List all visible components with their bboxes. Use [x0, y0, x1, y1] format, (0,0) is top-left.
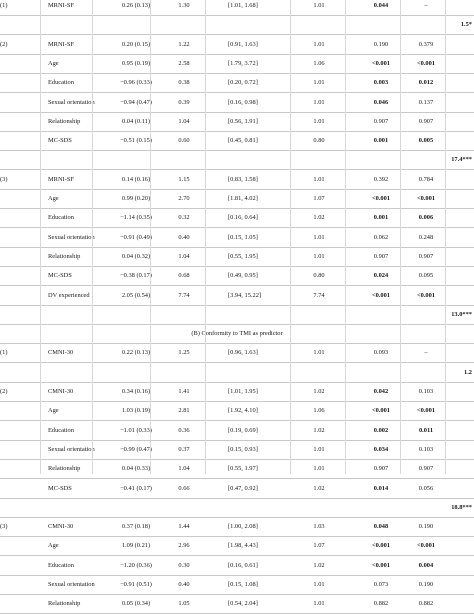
section-heading: (B) Conformity to TMI as predictor [0, 324, 474, 344]
odds-ratio-cell: 1.22 [178, 40, 190, 48]
table-row [0, 594, 474, 614]
odds-ratio-cell: 0.30 [178, 561, 190, 569]
model-cell [0, 421, 36, 440]
model-fit-statistic: 1.5* [460, 21, 472, 29]
p-value-cell: 0.001 [373, 214, 389, 222]
variable-cell: Education [48, 426, 74, 434]
confidence-interval-cell: [1.00, 2.08] [228, 523, 258, 531]
vif-cell: 1.06 [313, 59, 325, 67]
odds-ratio-cell: 0.38 [178, 79, 190, 87]
confidence-interval-cell: [0.83, 1.58] [228, 175, 258, 183]
confidence-interval-cell: [0.15, 0.93] [228, 445, 258, 453]
coefficient-cell: 0.37 (0.18) [121, 523, 151, 531]
adjusted-p-value-cell: 0.056 [418, 484, 434, 492]
adjusted-p-value-cell: <0.001 [416, 542, 436, 550]
coefficient-cell: 0.22 (0.13) [121, 349, 151, 357]
coefficient-cell: 0.04 (0.33) [121, 465, 151, 473]
vif-cell: 1.01 [313, 40, 325, 48]
table-row [0, 266, 474, 286]
model-cell: (1) [0, 2, 8, 9]
adjusted-p-value-cell: – [424, 2, 428, 9]
p-value-cell: 0.190 [373, 40, 389, 48]
model-cell [0, 266, 36, 285]
odds-ratio-cell: 0.40 [178, 233, 190, 241]
coefficient-cell: −1.20 (0.36) [120, 561, 152, 569]
vif-cell: 1.01 [313, 581, 325, 588]
odds-ratio-cell: 7.74 [178, 291, 190, 299]
model-cell [0, 54, 36, 73]
confidence-interval-cell: [1.98, 4.43] [228, 542, 258, 550]
adjusted-p-value-cell: 0.004 [418, 561, 434, 569]
coefficient-cell: −0.38 (0.17) [120, 272, 152, 280]
vif-cell: 1.02 [313, 426, 325, 434]
odds-ratio-cell: 1.04 [178, 252, 190, 260]
table-row [0, 421, 474, 441]
adjusted-p-value-cell: 0.190 [418, 581, 434, 588]
model-cell [0, 440, 36, 459]
adjusted-p-value-cell: 0.103 [418, 445, 434, 453]
model-fit-statistic: 1.2 [464, 368, 472, 376]
adjusted-p-value-cell: 0.907 [418, 465, 434, 473]
column-divider [205, 0, 206, 474]
p-value-cell: 0.073 [373, 581, 389, 588]
table-row [0, 459, 474, 479]
p-value-cell: <0.001 [371, 407, 391, 415]
adjusted-p-value-cell: <0.001 [416, 195, 436, 202]
confidence-interval-cell: [0.96, 1.63] [228, 349, 258, 357]
model-cell [0, 459, 36, 478]
adjusted-p-value-cell: 0.103 [418, 388, 434, 395]
confidence-interval-cell: [0.56, 1.91] [228, 117, 258, 125]
confidence-interval-cell: [0.49, 0.95] [228, 272, 258, 280]
model-cell: (1) [0, 349, 8, 357]
coefficient-cell: 0.34 (0.16) [121, 388, 151, 395]
variable-cell: Relationship [48, 252, 81, 260]
coefficient-cell: −0.91 (0.51) [120, 581, 152, 588]
confidence-interval-cell: [3.94, 15.22] [228, 291, 262, 299]
adjusted-p-value-cell: 0.006 [418, 214, 434, 222]
model-cell: (2) [0, 388, 8, 395]
column-divider [400, 0, 401, 474]
coefficient-cell: −0.96 (0.33) [120, 79, 152, 87]
model-cell [0, 73, 36, 92]
confidence-interval-cell: [0.54, 2.04] [228, 600, 258, 608]
p-value-cell: 0.024 [373, 272, 389, 280]
confidence-interval-cell: [0.19, 0.69] [228, 426, 258, 434]
model-cell [0, 479, 36, 498]
coefficient-cell: −0.99 (0.47) [120, 445, 152, 453]
adjusted-p-value-cell: 0.248 [418, 233, 434, 241]
adjusted-p-value-cell: 0.095 [418, 272, 434, 280]
variable-cell: Sexual orientation [48, 445, 95, 453]
vif-cell: 1.01 [313, 233, 325, 241]
variable-cell: Age [48, 195, 59, 202]
table-row [0, 208, 474, 228]
column-divider [445, 0, 446, 474]
vif-cell: 0.80 [313, 272, 325, 280]
confidence-interval-cell: [0.16, 0.98] [228, 98, 258, 106]
p-value-cell: 0.907 [373, 252, 389, 260]
confidence-interval-cell: [1.01, 1.68] [228, 2, 258, 9]
p-value-cell: 0.002 [373, 426, 389, 434]
odds-ratio-cell: 2.96 [178, 542, 190, 550]
model-cell [0, 286, 36, 305]
p-value-cell: 0.882 [373, 600, 389, 608]
vif-cell: 0.80 [313, 137, 325, 145]
table-row [0, 286, 474, 306]
confidence-interval-cell: [1.01, 1.95] [228, 388, 258, 395]
table-row [0, 382, 474, 402]
model-fit-row [0, 363, 474, 383]
adjusted-p-value-cell: – [424, 349, 428, 357]
table-row [0, 112, 474, 132]
column-divider [345, 0, 346, 474]
vif-cell: 1.02 [313, 388, 325, 395]
p-value-cell: 0.044 [373, 2, 389, 9]
variable-cell: Age [48, 407, 59, 415]
odds-ratio-cell: 0.36 [178, 426, 190, 434]
p-value-cell: <0.001 [371, 561, 391, 569]
model-fit-row [0, 498, 474, 518]
odds-ratio-cell: 1.44 [178, 523, 190, 531]
vif-cell: 1.02 [313, 214, 325, 222]
adjusted-p-value-cell: 0.011 [418, 426, 434, 434]
vif-cell: 1.01 [313, 2, 325, 9]
vif-cell: 1.02 [313, 561, 325, 569]
p-value-cell: <0.001 [371, 59, 391, 67]
table-row [0, 247, 474, 267]
confidence-interval-cell: [0.15, 1.05] [228, 233, 258, 241]
adjusted-p-value-cell: <0.001 [416, 407, 436, 415]
model-cell: (3) [0, 523, 8, 531]
coefficient-cell: −0.94 (0.47) [120, 98, 152, 106]
table-row [0, 479, 474, 499]
model-cell [0, 189, 36, 208]
table-row [0, 35, 474, 55]
odds-ratio-cell: 0.60 [178, 137, 190, 145]
variable-cell: Age [48, 59, 59, 67]
vif-cell: 1.02 [313, 484, 325, 492]
model-fit-statistic: 17.4*** [451, 156, 472, 164]
variable-cell: MC-SDS [48, 137, 72, 145]
vif-cell: 1.07 [313, 195, 325, 202]
model-cell: (3) [0, 175, 8, 183]
adjusted-p-value-cell: 0.907 [418, 252, 434, 260]
odds-ratio-cell: 0.37 [178, 445, 190, 453]
table-row [0, 189, 474, 209]
coefficient-cell: 0.20 (0.15) [121, 40, 151, 48]
coefficient-cell: 1.03 (0.19) [121, 407, 151, 415]
adjusted-p-value-cell: 0.907 [418, 117, 434, 125]
adjusted-p-value-cell: 0.784 [418, 175, 434, 183]
table-row [0, 131, 474, 151]
odds-ratio-cell: 1.25 [178, 349, 190, 357]
model-cell [0, 594, 36, 613]
variable-cell: Age [48, 542, 59, 550]
confidence-interval-cell: [0.16, 0.64] [228, 214, 258, 222]
odds-ratio-cell: 0.40 [178, 581, 190, 588]
column-divider [290, 0, 291, 474]
confidence-interval-cell: [0.15, 1.08] [228, 581, 258, 588]
table-row [0, 54, 474, 74]
model-fit-row [0, 150, 474, 170]
vif-cell: 1.01 [313, 252, 325, 260]
odds-ratio-cell: 1.04 [178, 117, 190, 125]
model-cell [0, 93, 36, 112]
coefficient-cell: −0.91 (0.49) [120, 233, 152, 241]
variable-cell: Sexual orientation [48, 581, 95, 588]
p-value-cell: 0.062 [373, 233, 389, 241]
table-row [0, 93, 474, 113]
p-value-cell: 0.003 [373, 79, 389, 87]
confidence-interval-cell: [0.45, 0.81] [228, 137, 258, 145]
table-row [0, 517, 474, 537]
model-fit-statistic: 18.8*** [451, 503, 472, 511]
confidence-interval-cell: [0.55, 1.97] [228, 465, 258, 473]
adjusted-p-value-cell: 0.190 [418, 523, 434, 531]
table-row [0, 536, 474, 556]
p-value-cell: 0.042 [373, 388, 389, 395]
table-row [0, 575, 474, 595]
confidence-interval-cell: [1.79, 3.72] [228, 59, 258, 67]
column-divider [92, 0, 93, 474]
odds-ratio-cell: 0.68 [178, 272, 190, 280]
coefficient-cell: 0.05 (0.34) [121, 600, 151, 608]
vif-cell: 1.01 [313, 79, 325, 87]
table-row [0, 343, 474, 363]
p-value-cell: 0.907 [373, 465, 389, 473]
confidence-interval-cell: [0.20, 0.72] [228, 79, 258, 87]
vif-cell: 1.01 [313, 349, 325, 357]
p-value-cell: 0.048 [373, 523, 389, 531]
column-divider [40, 0, 41, 474]
odds-ratio-cell: 1.15 [178, 175, 190, 183]
adjusted-p-value-cell: 0.137 [418, 98, 434, 106]
variable-cell: MRNI-SF [48, 175, 74, 183]
odds-ratio-cell: 2.70 [178, 195, 190, 202]
table-row [0, 556, 474, 576]
odds-ratio-cell: 2.58 [178, 59, 190, 67]
coefficient-cell: 0.99 (0.20) [121, 195, 151, 202]
model-cell [0, 556, 36, 575]
model-cell [0, 131, 36, 150]
vif-cell: 7.74 [313, 291, 325, 299]
model-fit-row [0, 15, 474, 35]
vif-cell: 1.01 [313, 465, 325, 473]
column-divider [150, 0, 151, 474]
coefficient-cell: 1.09 (0.21) [121, 542, 151, 550]
coefficient-cell: 0.04 (0.32) [121, 252, 151, 260]
coefficient-cell: 0.95 (0.19) [121, 59, 151, 67]
odds-ratio-cell: 0.66 [178, 484, 190, 492]
coefficient-cell: −1.14 (0.35) [120, 214, 152, 222]
table-row [0, 440, 474, 460]
variable-cell: MRNI-SF [48, 40, 74, 48]
p-value-cell: 0.034 [373, 445, 389, 453]
coefficient-cell: 0.26 (0.13) [121, 2, 151, 9]
table-row [0, 228, 474, 248]
coefficient-cell: −0.41 (0.17) [120, 484, 152, 492]
p-value-cell: 0.001 [373, 137, 389, 145]
vif-cell: 1.06 [313, 407, 325, 415]
odds-ratio-cell: 1.04 [178, 465, 190, 473]
model-cell [0, 401, 36, 420]
adjusted-p-value-cell: 0.012 [418, 79, 434, 87]
odds-ratio-cell: 0.32 [178, 214, 190, 222]
coefficient-cell: 0.04 (0.11) [122, 117, 150, 125]
model-cell: (2) [0, 40, 8, 48]
variable-cell: Education [48, 214, 74, 222]
variable-cell: MC-SDS [48, 272, 72, 280]
p-value-cell: 0.014 [373, 484, 389, 492]
table-row [0, 170, 474, 190]
p-value-cell: <0.001 [371, 542, 391, 550]
odds-ratio-cell: 1.30 [178, 2, 190, 9]
variable-cell: Sexual orientation [48, 233, 95, 241]
model-cell [0, 575, 36, 594]
variable-cell: CMNI-30 [48, 388, 74, 395]
p-value-cell: <0.001 [371, 195, 391, 202]
table-row [0, 401, 474, 421]
variable-cell: Relationship [48, 117, 81, 125]
p-value-cell: 0.046 [373, 98, 389, 106]
odds-ratio-cell: 0.39 [178, 98, 190, 106]
confidence-interval-cell: [0.16, 0.61] [228, 561, 258, 569]
adjusted-p-value-cell: 0.882 [418, 600, 434, 608]
variable-cell: MC-SDS [48, 484, 72, 492]
p-value-cell: 0.093 [373, 349, 389, 357]
variable-cell: Education [48, 79, 74, 87]
coefficient-cell: −1.01 (0.33) [120, 426, 152, 434]
variable-cell: CMNI-30 [48, 523, 74, 531]
model-fit-row [0, 305, 474, 325]
vif-cell: 1.01 [313, 117, 325, 125]
confidence-interval-cell: [1.81, 4.02] [228, 195, 258, 202]
vif-cell: 1.01 [313, 175, 325, 183]
p-value-cell: 0.392 [373, 175, 389, 183]
model-fit-statistic: 13.0*** [451, 310, 472, 318]
coefficient-cell: 2.05 (0.54) [121, 291, 151, 299]
model-cell [0, 208, 36, 227]
variable-cell: CMNI-30 [48, 349, 74, 357]
variable-cell: MRNI-SF [48, 2, 74, 9]
confidence-interval-cell: [0.91, 1.63] [228, 40, 258, 48]
table-row [0, 73, 474, 93]
coefficient-cell: 0.14 (0.16) [121, 175, 151, 183]
variable-cell: Relationship [48, 465, 81, 473]
model-cell [0, 228, 36, 247]
odds-ratio-cell: 1.41 [178, 388, 190, 395]
p-value-cell: <0.001 [371, 291, 391, 299]
model-cell [0, 536, 36, 555]
vif-cell: 1.01 [313, 98, 325, 106]
variable-cell: Education [48, 561, 74, 569]
confidence-interval-cell: [0.47, 0.92] [228, 484, 258, 492]
confidence-interval-cell: [1.92, 4.10] [228, 407, 258, 415]
vif-cell: 1.03 [313, 523, 325, 531]
odds-ratio-cell: 1.05 [178, 600, 190, 608]
adjusted-p-value-cell: <0.001 [416, 291, 436, 299]
table-row [0, 0, 474, 16]
variable-cell: Relationship [48, 600, 81, 608]
vif-cell: 1.07 [313, 542, 325, 550]
vif-cell: 1.01 [313, 600, 325, 608]
adjusted-p-value-cell: <0.001 [416, 59, 436, 67]
model-cell [0, 112, 36, 131]
variable-cell: Sexual orientation [48, 98, 95, 106]
p-value-cell: 0.907 [373, 117, 389, 125]
adjusted-p-value-cell: 0.005 [418, 137, 434, 145]
coefficient-cell: −0.51 (0.15) [120, 137, 152, 145]
adjusted-p-value-cell: 0.379 [418, 40, 434, 48]
model-cell [0, 247, 36, 266]
vif-cell: 1.01 [313, 445, 325, 453]
odds-ratio-cell: 2.81 [178, 407, 190, 415]
confidence-interval-cell: [0.55, 1.95] [228, 252, 258, 260]
variable-cell: DV experienced [48, 291, 90, 299]
